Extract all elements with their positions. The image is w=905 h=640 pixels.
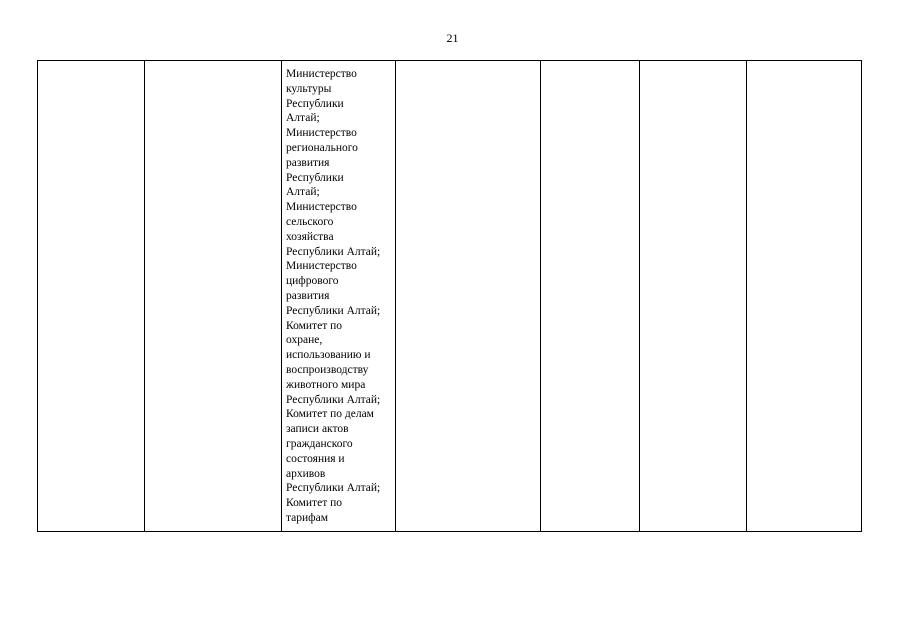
- responsible-executors-text: Министерство культуры Республики Алтай; Министерство регионального развития Республики Алтай; Министерство сельского хозяйства Республики Алтай; Министерство цифрового развития Республики Алтай; Комитет по охране, использованию и воспроизводству животного мира Республики Алтай; Комитет по делам записи актов гражданского состояния и архивов Республики Алтай; Комитет по тарифам: [286, 68, 381, 524]
- table-cell-col-5: [541, 61, 640, 532]
- document-table: [37, 60, 862, 532]
- cell-text: [640, 61, 746, 67]
- cell-text: [145, 61, 281, 67]
- table-cell-col-4: [396, 61, 541, 532]
- cell-text: [541, 61, 639, 67]
- cell-text: [38, 61, 144, 67]
- table-cell-col-7: [747, 61, 862, 532]
- cell-text: [747, 61, 861, 67]
- table-cell-col-2: [145, 61, 282, 532]
- table-cell-responsible-executors: [282, 61, 396, 532]
- table-cell-col-1: [38, 61, 145, 532]
- page-number: 21: [446, 31, 459, 45]
- cell-text: [396, 61, 540, 67]
- table-row: [38, 61, 862, 532]
- table-cell-col-6: [640, 61, 747, 532]
